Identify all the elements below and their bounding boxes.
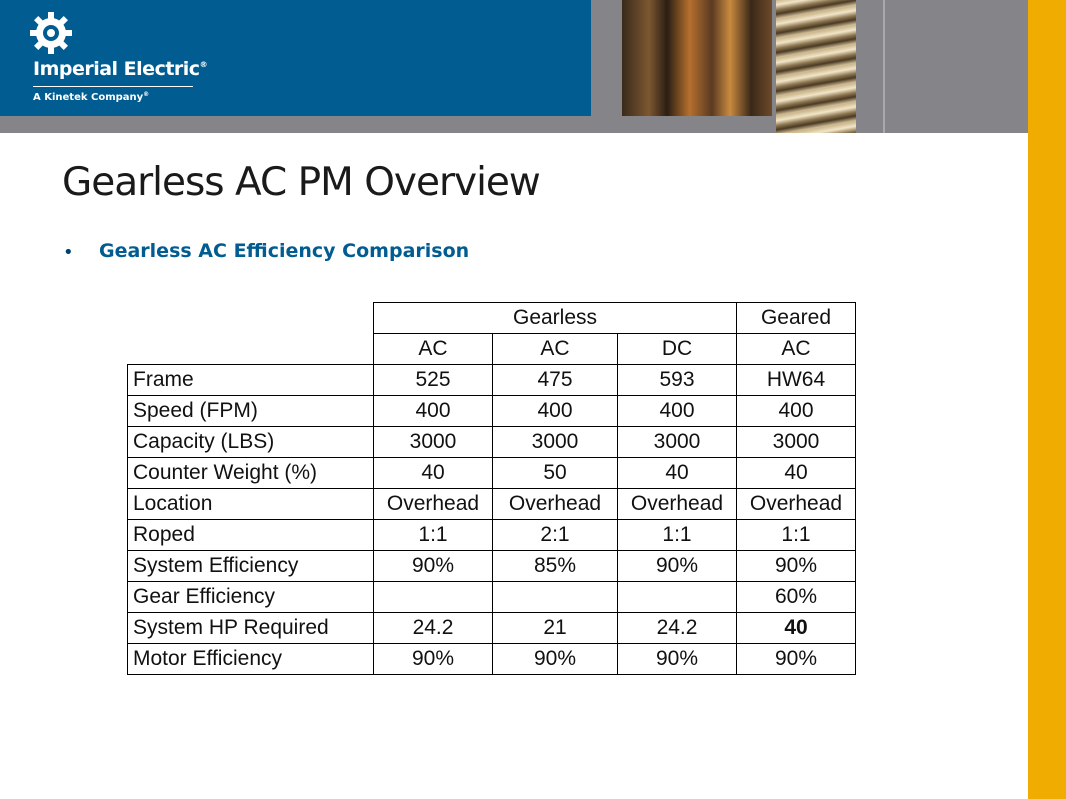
table-row xyxy=(128,365,856,396)
group-header-geared: Geared xyxy=(737,303,856,334)
table-cell: 40 xyxy=(737,458,856,489)
gear-logo-icon xyxy=(30,12,72,54)
table-cell: 400 xyxy=(737,396,856,427)
table-cell: Overhead xyxy=(374,489,493,520)
row-label: Counter Weight (%) xyxy=(128,458,374,489)
table-cell: Overhead xyxy=(737,489,856,520)
table-cell: 525 xyxy=(374,365,493,396)
table-cell: 40 xyxy=(737,613,856,644)
table-row xyxy=(128,427,856,458)
comparison-table xyxy=(127,302,856,675)
group-header-gearless: Gearless xyxy=(374,303,737,334)
table-cell: 3000 xyxy=(493,427,618,458)
table-row xyxy=(128,520,856,551)
sub-header-cell: DC xyxy=(618,334,737,365)
table-cell: 3000 xyxy=(374,427,493,458)
table-cell: 24.2 xyxy=(618,613,737,644)
table-cell: 90% xyxy=(737,551,856,582)
sub-header-cell: AC xyxy=(737,334,856,365)
table-cell: 90% xyxy=(374,551,493,582)
table-cell xyxy=(618,582,737,613)
row-label: Capacity (LBS) xyxy=(128,427,374,458)
row-label: Gear Efficiency xyxy=(128,582,374,613)
table-corner-blank xyxy=(128,303,374,334)
table-cell: 400 xyxy=(493,396,618,427)
table-cell: 90% xyxy=(737,644,856,675)
brand-divider xyxy=(33,86,193,87)
table-corner-blank xyxy=(128,334,374,365)
table-cell: 85% xyxy=(493,551,618,582)
comparison-table-wrap xyxy=(127,302,856,675)
table-cell: 24.2 xyxy=(374,613,493,644)
brand-name: Imperial Electric® xyxy=(33,58,208,80)
table-row xyxy=(128,489,856,520)
table-cell: 400 xyxy=(618,396,737,427)
table-cell: 21 xyxy=(493,613,618,644)
table-cell: 40 xyxy=(374,458,493,489)
header-photo-people xyxy=(622,0,772,116)
sub-header-row xyxy=(128,334,856,365)
table-cell: 475 xyxy=(493,365,618,396)
header-divider xyxy=(883,0,885,133)
table-row xyxy=(128,644,856,675)
table-row xyxy=(128,551,856,582)
table-cell: 1:1 xyxy=(618,520,737,551)
bullet-icon: • xyxy=(63,242,74,263)
table-cell: 1:1 xyxy=(374,520,493,551)
row-label: Motor Efficiency xyxy=(128,644,374,675)
row-label: Roped xyxy=(128,520,374,551)
table-row xyxy=(128,396,856,427)
table-cell: Overhead xyxy=(493,489,618,520)
brand-subtitle: A Kinetek Company® xyxy=(33,91,150,103)
table-cell: 90% xyxy=(374,644,493,675)
table-cell: 1:1 xyxy=(737,520,856,551)
group-header-row xyxy=(128,303,856,334)
row-label: Location xyxy=(128,489,374,520)
table-row xyxy=(128,613,856,644)
table-cell: 40 xyxy=(618,458,737,489)
table-row xyxy=(128,458,856,489)
sub-header-cell: AC xyxy=(374,334,493,365)
table-cell: HW64 xyxy=(737,365,856,396)
table-cell: 3000 xyxy=(618,427,737,458)
table-cell: 90% xyxy=(618,551,737,582)
row-label: Frame xyxy=(128,365,374,396)
slide-title: Gearless AC PM Overview xyxy=(62,160,540,205)
header-band xyxy=(0,0,1028,133)
table-cell: Overhead xyxy=(618,489,737,520)
bullet-text: Gearless AC Efficiency Comparison xyxy=(99,240,470,262)
table-cell: 593 xyxy=(618,365,737,396)
table-cell: 60% xyxy=(737,582,856,613)
header-photo-gears xyxy=(776,0,856,133)
table-cell xyxy=(374,582,493,613)
table-cell xyxy=(493,582,618,613)
row-label: System Efficiency xyxy=(128,551,374,582)
accent-side-bar xyxy=(1028,0,1066,799)
table-row xyxy=(128,582,856,613)
table-cell: 90% xyxy=(618,644,737,675)
table-cell: 90% xyxy=(493,644,618,675)
table-cell: 400 xyxy=(374,396,493,427)
row-label: Speed (FPM) xyxy=(128,396,374,427)
table-cell: 3000 xyxy=(737,427,856,458)
table-cell: 2:1 xyxy=(493,520,618,551)
brand-panel xyxy=(0,0,591,116)
row-label: System HP Required xyxy=(128,613,374,644)
table-cell: 50 xyxy=(493,458,618,489)
sub-header-cell: AC xyxy=(493,334,618,365)
